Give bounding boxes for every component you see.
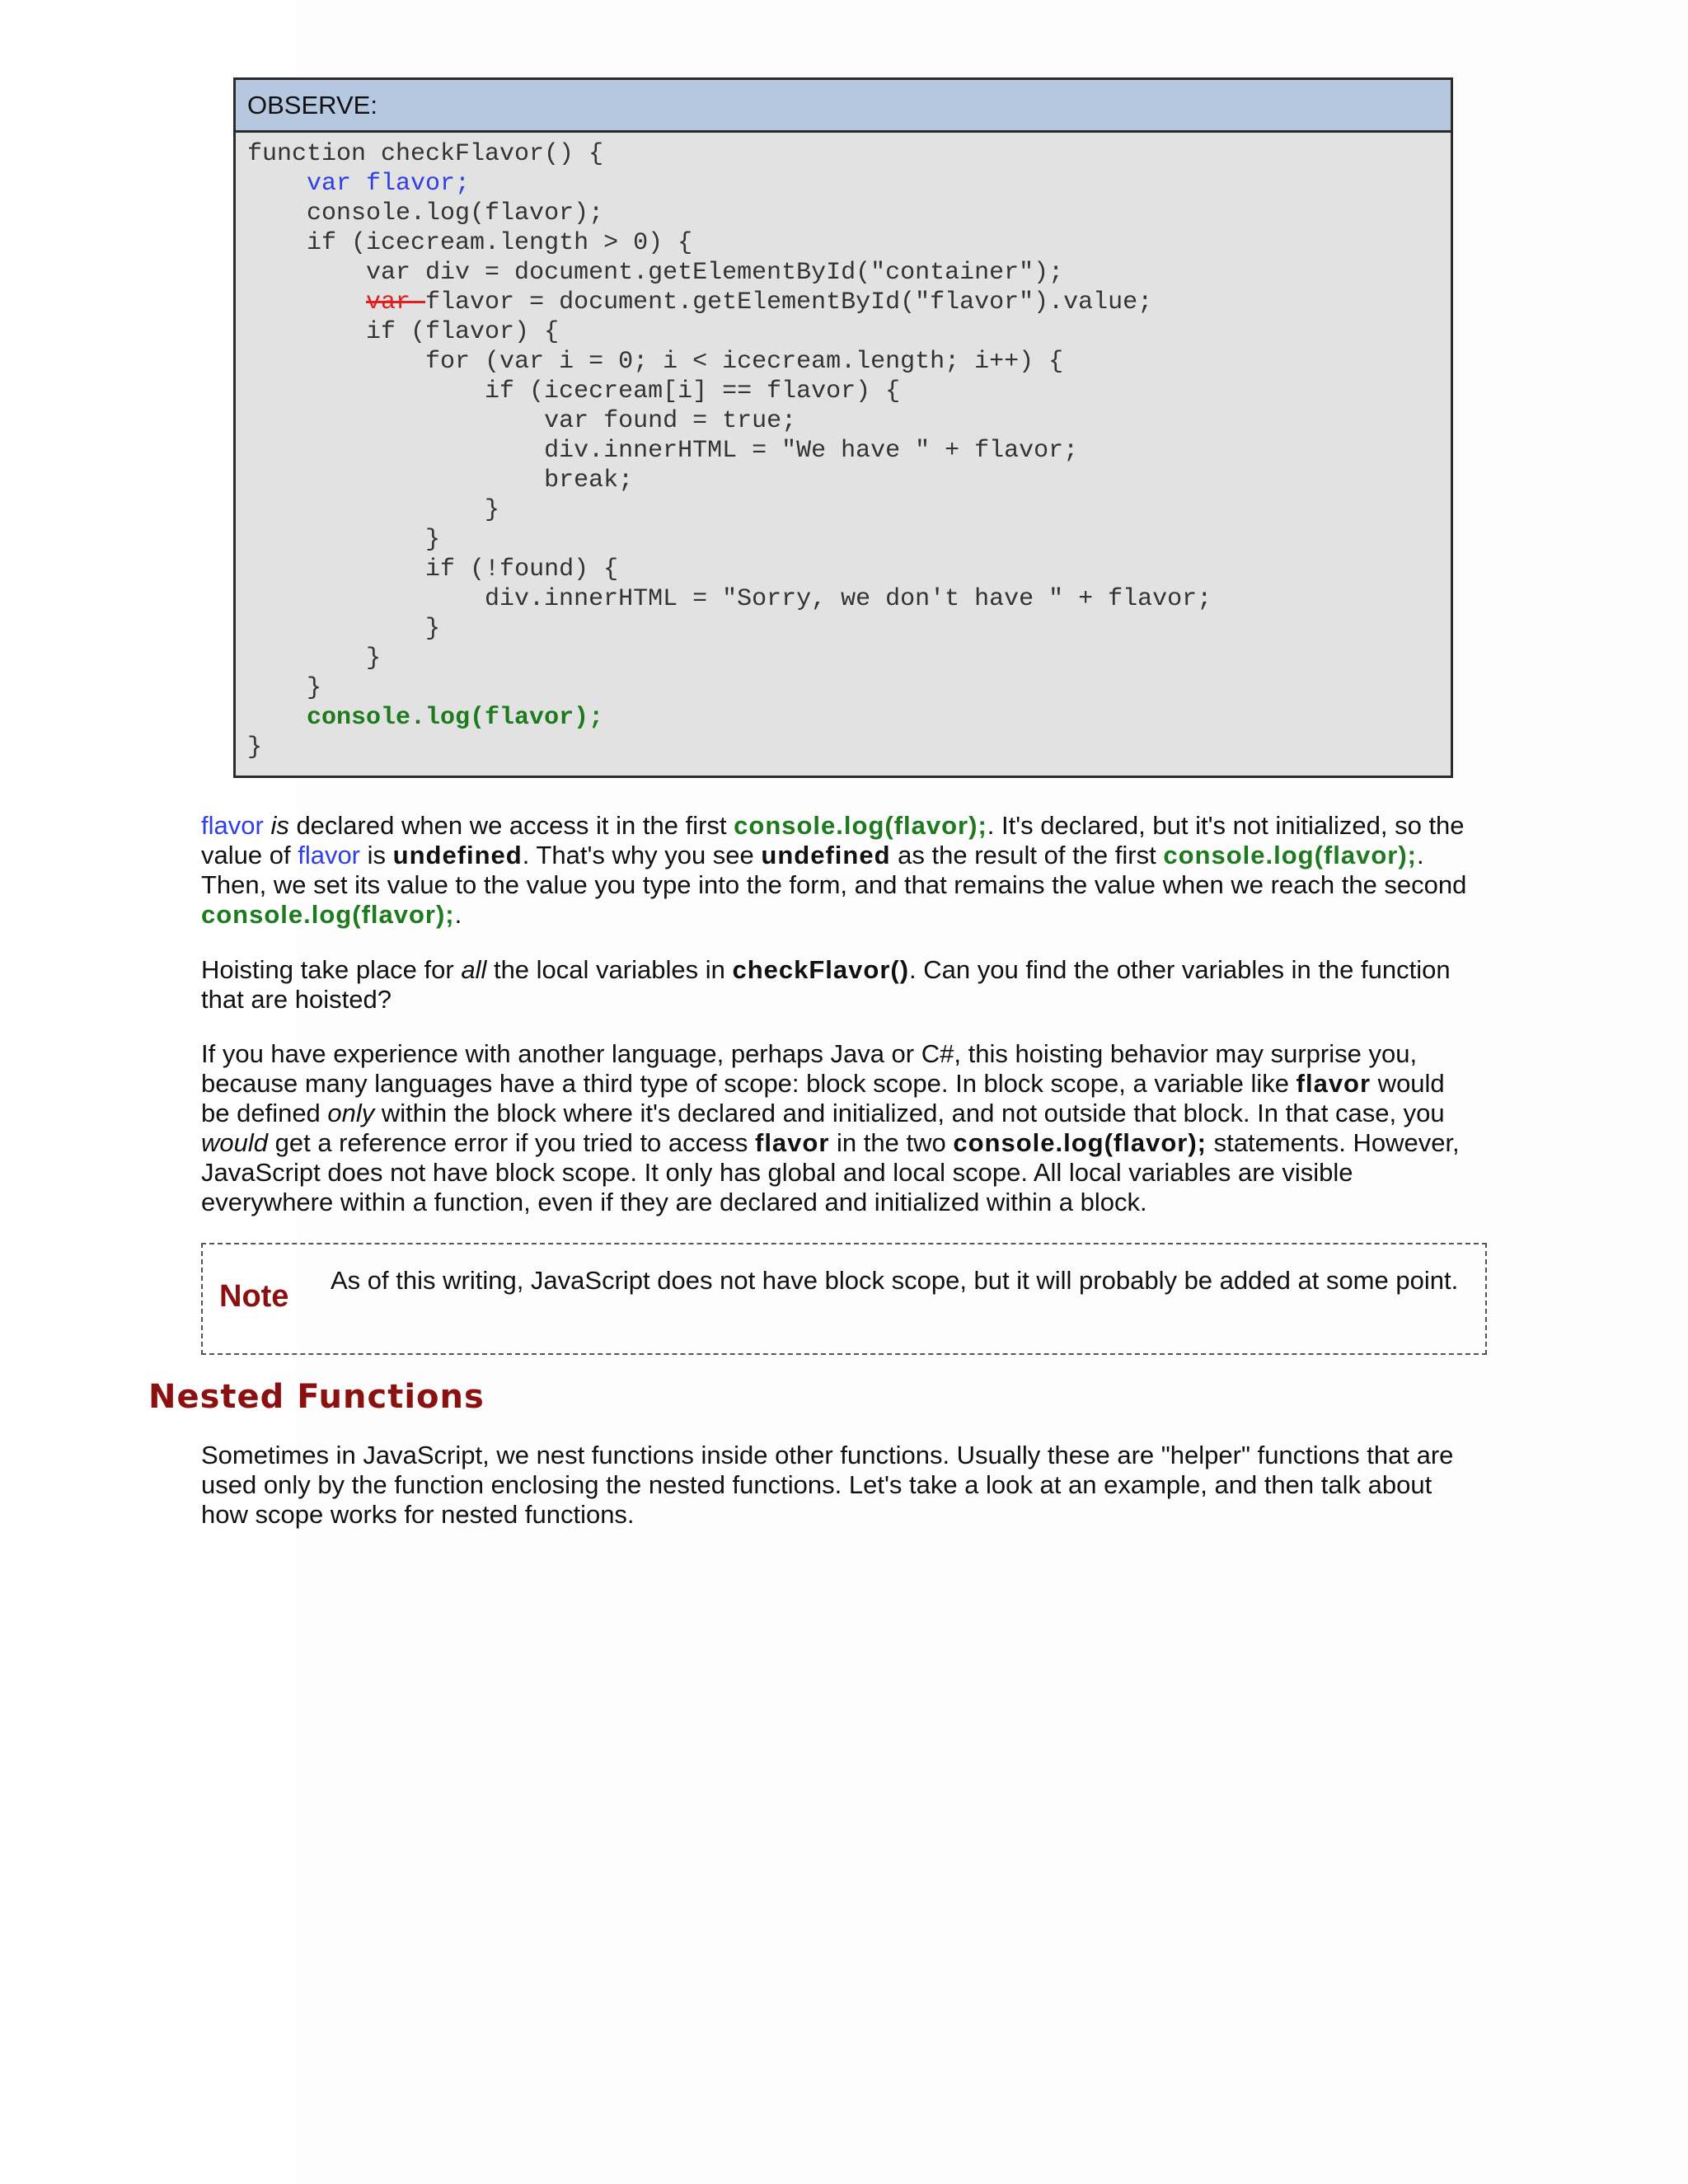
code-line: for (var i = 0; i < icecream.length; i++) { — [425, 348, 1064, 376]
text: Hoisting take place for — [201, 955, 462, 984]
paragraph-block-scope — [201, 1039, 1470, 1217]
observe-code-box — [233, 77, 1453, 778]
code-line-highlight: var flavor; — [307, 170, 471, 198]
inline-bold: console.log(flavor); — [953, 1128, 1207, 1157]
inline-bold: flavor — [755, 1128, 830, 1157]
code-line: if (icecream.length > 0) { — [307, 229, 693, 257]
code-line: div.innerHTML = "We have " + flavor; — [544, 437, 1079, 465]
text: within the block where it's declared and initialized, and not outside that block. In that case, you — [374, 1099, 1445, 1127]
code-line: break; — [544, 466, 634, 494]
var-flavor: flavor — [201, 811, 264, 840]
code-line-added: console.log(flavor); — [307, 704, 604, 732]
code-line: } — [425, 526, 441, 554]
var-flavor: flavor — [298, 841, 361, 869]
paragraph-nested-functions: Sometimes in JavaScript, we nest functions inside other functions. Usually these are "helper" functions that are used only by the function enclosing the nested functions. Let's take a look at an example, and then talk about how scope works for nested functions. — [201, 1441, 1454, 1529]
code-listing — [236, 133, 1451, 762]
text: would be defined — [201, 1069, 1445, 1127]
inline-code: console.log(flavor); — [734, 811, 987, 840]
inline-bold: flavor — [1296, 1069, 1372, 1098]
text: . Can you find the other variables in the function that are hoisted? — [201, 955, 1451, 1014]
code-line: var found = true; — [544, 407, 797, 435]
text: in the two — [829, 1128, 954, 1157]
emphasis: is — [270, 811, 289, 840]
code-line: var div = document.getElementById("container"); — [366, 259, 1064, 287]
inline-bold: undefined — [392, 841, 523, 869]
code-line: if (!found) { — [425, 555, 619, 583]
text: as the result of the first — [890, 841, 1164, 869]
note-text: As of this writing, JavaScript does not have block scope, but it will probably be added at some point. — [331, 1266, 1459, 1295]
paragraph-flavor-declared — [201, 811, 1470, 930]
code-line: div.innerHTML = "Sorry, we don't have " + flavor; — [485, 585, 1212, 613]
section-title: Nested Functions — [148, 1378, 485, 1416]
strikethrough-var: var — [366, 288, 426, 316]
emphasis: all — [461, 955, 487, 984]
code-line: } — [307, 674, 322, 702]
inline-bold: undefined — [761, 841, 891, 869]
text: . It's declared, but it's not initialized, so the value of — [201, 811, 1465, 869]
text: is — [360, 841, 393, 869]
code-line: } — [485, 496, 500, 524]
text: . — [454, 900, 462, 929]
emphasis: only — [327, 1099, 375, 1127]
observe-label: OBSERVE: — [236, 80, 1451, 133]
inline-bold: checkFlavor() — [732, 955, 910, 984]
emphasis: would — [201, 1128, 268, 1157]
code-line: } — [366, 644, 382, 673]
code-line: if (flavor) { — [366, 318, 560, 346]
note-box — [201, 1243, 1487, 1355]
code-line: console.log(flavor); — [307, 199, 604, 227]
text: . Then, we set its value to the value you type into the form, and that remains the value when we reach the second — [201, 841, 1467, 899]
text: statements. However, JavaScript does not have block scope. It only has global and local scope. All local variables are visible everywhere within a function, even if they are declared and initialized within a block. — [201, 1128, 1460, 1216]
text: declared when we access it in the first — [288, 811, 734, 840]
code-line: } — [425, 615, 441, 643]
paragraph-hoisting — [201, 955, 1470, 1015]
code-line: function checkFlavor() { — [247, 140, 604, 168]
text: If you have experience with another language, perhaps Java or C#, this hoisting behavior may surprise you, because many languages have a third type of scope: block scope. In block scope, a variable like — [201, 1039, 1418, 1098]
text: get a reference error if you tried to access — [268, 1128, 755, 1157]
text: the local variables in — [486, 955, 733, 984]
inline-code: console.log(flavor); — [1163, 841, 1417, 869]
inline-code: console.log(flavor); — [201, 900, 455, 929]
code-line: flavor = document.getElementById("flavor").value; — [425, 288, 1153, 316]
note-label: Note — [219, 1279, 289, 1314]
text: . That's why you see — [522, 841, 762, 869]
code-line: } — [247, 733, 263, 762]
code-line: if (icecream[i] == flavor) { — [485, 377, 901, 405]
